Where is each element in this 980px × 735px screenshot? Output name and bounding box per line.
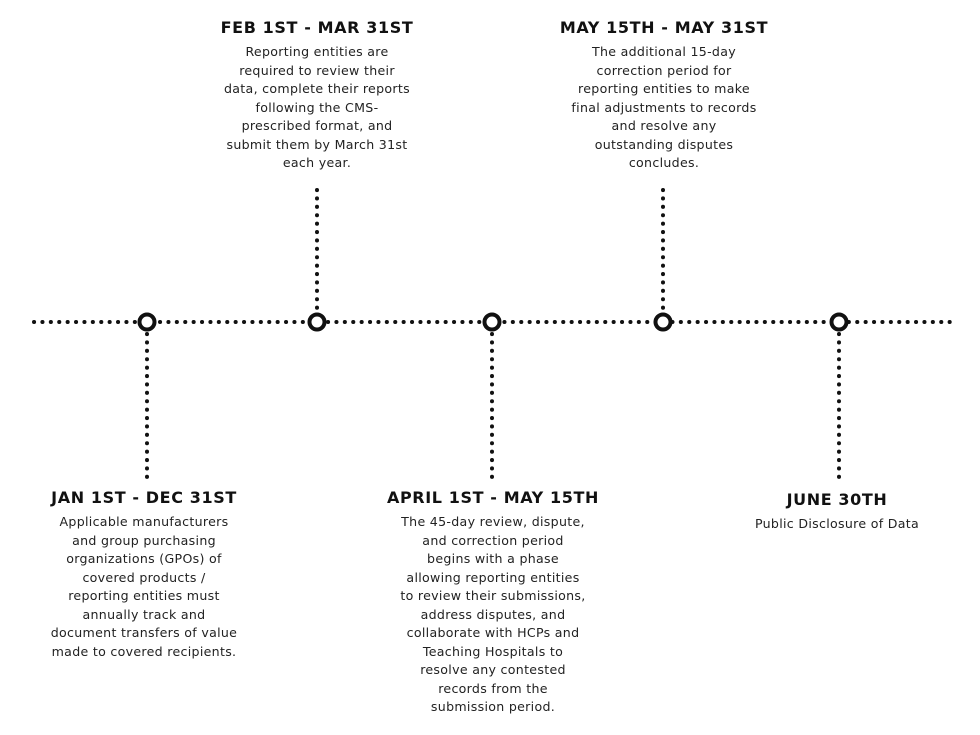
milestone-title: MAY 15TH - MAY 31ST xyxy=(559,18,769,37)
desc-line: and group purchasing xyxy=(72,532,216,548)
desc-line: The 45-day review, dispute, xyxy=(401,514,585,529)
desc-line: following the CMS- xyxy=(255,99,379,115)
desc-line: organizations (GPOs) of xyxy=(66,551,222,566)
desc-line: final adjustments to records xyxy=(571,99,757,115)
desc-line: and resolve any xyxy=(611,118,717,133)
desc-line: each year. xyxy=(282,155,352,170)
milestone-description xyxy=(196,43,438,173)
desc-line: Applicable manufacturers xyxy=(59,514,229,529)
milestone-april xyxy=(368,488,618,717)
desc-line: and correction period xyxy=(422,532,564,548)
desc-line: records from the xyxy=(438,680,548,696)
desc-line: data, complete their reports xyxy=(224,81,410,96)
desc-line: reporting entities to make xyxy=(578,81,750,96)
milestone-feb xyxy=(196,18,438,173)
desc-line: allowing reporting entities xyxy=(406,569,580,585)
milestone-title: APRIL 1ST - MAY 15TH xyxy=(387,488,599,507)
desc-line: reporting entities must xyxy=(68,588,220,603)
timeline-node-april xyxy=(485,315,500,330)
desc-line: Reporting entities are xyxy=(245,44,389,59)
desc-line: prescribed format, and xyxy=(241,118,393,133)
milestone-description xyxy=(726,515,948,534)
desc-line: The additional 15-day xyxy=(591,44,736,59)
desc-line: Public Disclosure of Data xyxy=(754,516,920,531)
milestone-title: FEB 1ST - MAR 31ST xyxy=(220,18,414,37)
desc-line: Teaching Hospitals to xyxy=(422,643,564,659)
milestone-description xyxy=(368,513,618,717)
desc-line: submission period. xyxy=(430,699,556,714)
desc-line: address disputes, and xyxy=(420,606,566,622)
timeline-node-may xyxy=(656,315,671,330)
milestone-jan xyxy=(18,488,270,661)
desc-line: collaborate with HCPs and xyxy=(406,625,580,640)
timeline-node-feb xyxy=(310,315,325,330)
desc-line: resolve any contested xyxy=(420,662,566,677)
milestone-june xyxy=(726,490,948,534)
timeline-node-june xyxy=(832,315,847,330)
desc-line: to review their submissions, xyxy=(400,588,586,603)
timeline-node-jan xyxy=(140,315,155,330)
desc-line: document transfers of value xyxy=(50,625,238,640)
milestone-may xyxy=(546,18,782,173)
desc-line: required to review their xyxy=(239,62,395,78)
desc-line: submit them by March 31st xyxy=(226,136,408,152)
desc-line: begins with a phase xyxy=(427,551,559,566)
milestone-description xyxy=(18,513,270,661)
desc-line: correction period for xyxy=(596,62,732,78)
desc-line: outstanding disputes xyxy=(594,136,734,152)
milestone-title: JAN 1ST - DEC 31ST xyxy=(51,488,237,507)
desc-line: made to covered recipients. xyxy=(51,643,237,659)
milestone-description xyxy=(546,43,782,173)
desc-line: annually track and xyxy=(82,606,206,622)
desc-line: concludes. xyxy=(628,155,700,170)
desc-line: covered products / xyxy=(82,569,206,585)
milestone-title: JUNE 30TH xyxy=(786,490,888,509)
